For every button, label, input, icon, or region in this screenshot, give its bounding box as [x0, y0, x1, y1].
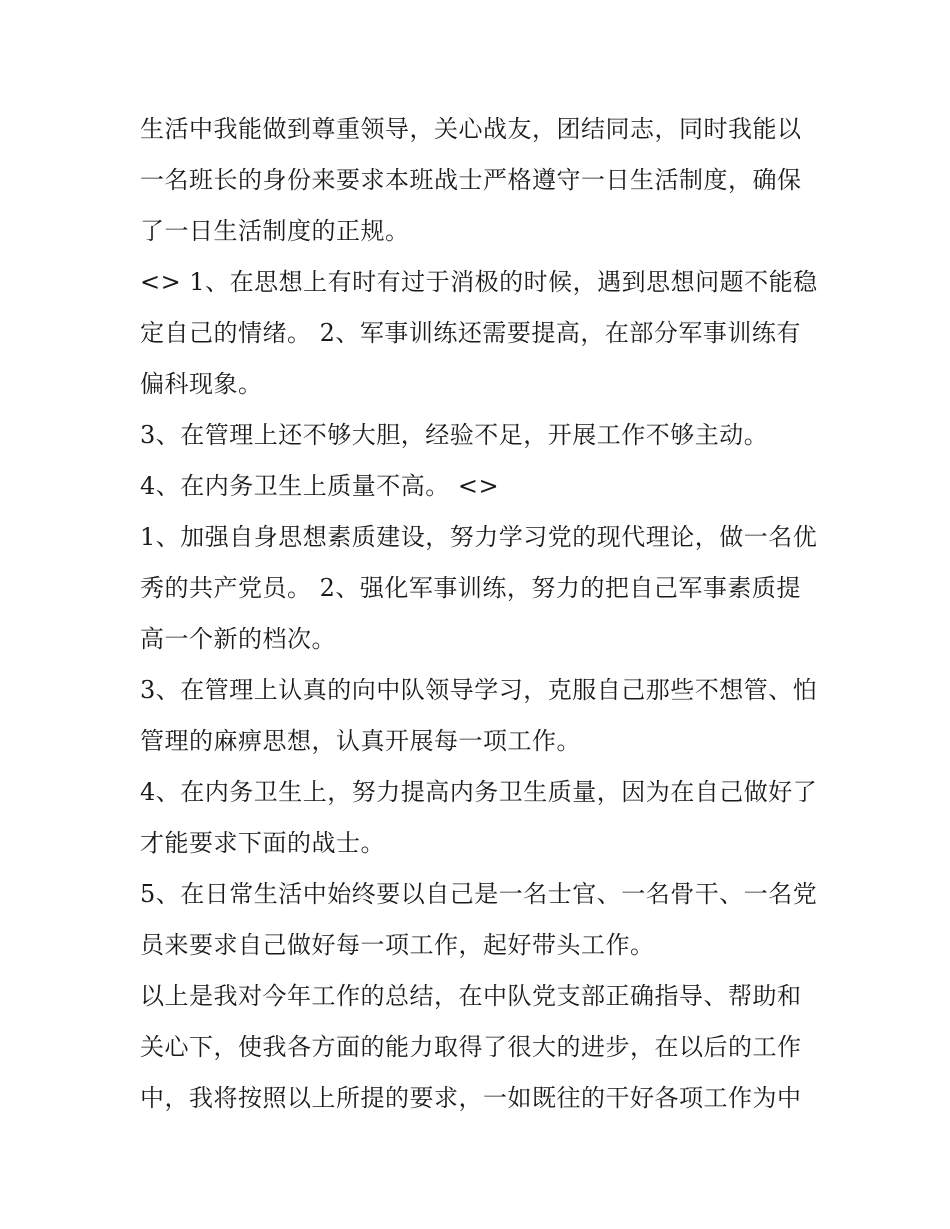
paragraph-shortcomings-1-2: <> 1、在思想上有时有过于消极的时候，遇到思想问题不能稳定自己的情绪。 2、军事训练还需要提高，在部分军事训练有偏科现象。	[140, 268, 818, 398]
paragraph-improvement-3: 3、在管理上认真的向中队领导学习，克服自己那些不想管、怕管理的麻痹思想，认真开展每一项工作。	[140, 676, 818, 755]
paragraph-improvement-1-2: 1、加强自身思想素质建设，努力学习党的现代理论，做一名优秀的共产党员。 2、强化军事训练，努力的把自己军事素质提高一个新的档次。	[140, 523, 818, 653]
paragraph-shortcoming-4: 4、在内务卫生上质量不高。 <>	[140, 472, 500, 500]
paragraph-improvement-5: 5、在日常生活中始终要以自己是一名士官、一名骨干、一名党员来要求自己做好每一项工作，起好带头工作。	[140, 880, 818, 959]
paragraph-daily-life: 生活中我能做到尊重领导，关心战友，团结同志，同时我能以一名班长的身份来要求本班战士严格遵守一日生活制度，确保了一日生活制度的正规。	[140, 115, 802, 245]
paragraph-improvement-4: 4、在内务卫生上，努力提高内务卫生质量，因为在自己做好了才能要求下面的战士。	[140, 778, 818, 857]
paragraph-shortcoming-3: 3、在管理上还不够大胆，经验不足，开展工作不够主动。	[140, 421, 769, 449]
document-body	[140, 104, 820, 1124]
paragraph-conclusion: 以上是我对今年工作的总结，在中队党支部正确指导、帮助和关心下，使我各方面的能力取得了很大的进步，在以后的工作中，我将按照以上所提的要求，一如既往的干好各项工作为中	[140, 982, 802, 1112]
